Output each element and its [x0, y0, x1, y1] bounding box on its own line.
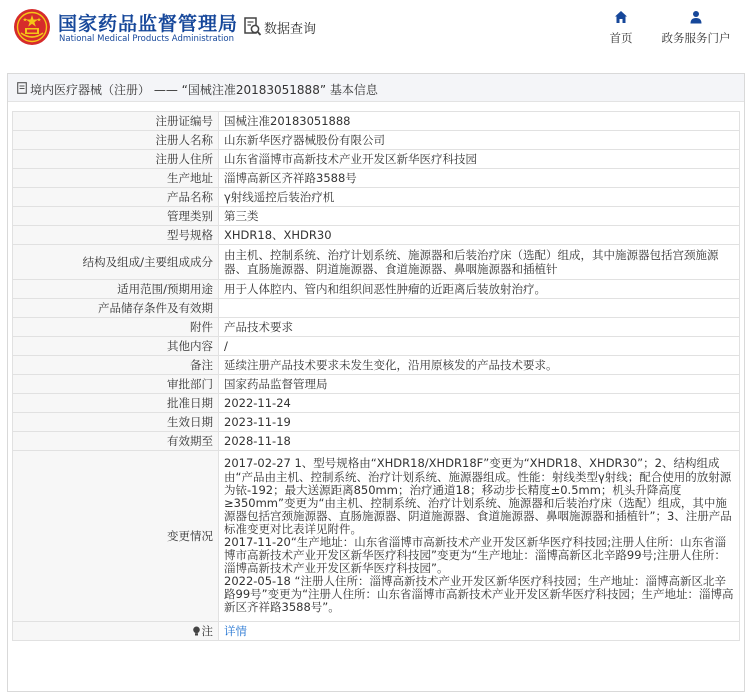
table-row: [13, 131, 740, 150]
field-label: 型号规格: [13, 226, 219, 245]
change-entry: 2017-02-27 1、型号规格由“XHDR18/XHDR18F”变更为“XHDR18、XHDR30”；2、结构组成由“产品由主机、控制系统、治疗计划系统、施源器组成。性能：射线类型γ射线；配合使用的放射源为铱-192；最大送源距离850mm；治疗通道18；移动步长精度±0.5mm；机头升降高度≥350mm”变更为“由主机、控制系统、治疗计划系统、施源器和后装治疗床（选配）组成，其中施源器包括宫颈施源器、直肠施源器、阴道施源器、食道施源器、鼻咽施源器和插植针”；3、注册产品标准变更对比表详见附件。: [224, 456, 732, 536]
panel-header: [8, 74, 744, 102]
user-icon: [689, 10, 703, 24]
magnifier-document-icon: [244, 17, 262, 37]
details-link[interactable]: 详情: [224, 624, 247, 638]
field-value-registrant-name: 山东新华医疗器械股份有限公司: [219, 131, 740, 150]
nav-gov-portal-label: 政务服务门户: [661, 31, 731, 45]
table-row: [13, 299, 740, 318]
table-row: [13, 356, 740, 375]
field-value-effective-date: 2023-11-19: [219, 413, 740, 432]
field-label: 产品储存条件及有效期: [13, 299, 219, 318]
field-value-other: /: [219, 337, 740, 356]
detail-panel: [7, 73, 745, 692]
org-name-en: National Medical Products Administration: [59, 34, 234, 44]
table-row: [13, 318, 740, 337]
field-value-remarks: 延续注册产品技术要求未发生变化，沿用原核发的产品技术要求。: [219, 356, 740, 375]
field-value-approval-dept: 国家药品监督管理局: [219, 375, 740, 394]
field-label: 备注: [13, 356, 219, 375]
table-row: [13, 413, 740, 432]
table-row: [13, 112, 740, 131]
field-value-intended-use: 用于人体腔内、管内和组织间恶性肿瘤的近距离后装放射治疗。: [219, 280, 740, 299]
bookmark-icon: [17, 82, 27, 94]
lightbulb-icon: [192, 626, 201, 636]
table-row: [13, 150, 740, 169]
home-icon: [614, 10, 628, 24]
table-row: [13, 169, 740, 188]
table-row: [13, 432, 740, 451]
field-label: 产品名称: [13, 188, 219, 207]
table-row: [13, 622, 740, 641]
field-value-registration-number: 国械注准20183051888: [219, 112, 740, 131]
field-label: 注册人名称: [13, 131, 219, 150]
table-row: [13, 280, 740, 299]
table-row: [13, 245, 740, 280]
field-value-registrant-address: 山东省淄博市高新技术产业开发区新华医疗科技园: [219, 150, 740, 169]
field-label: 变更情况: [13, 451, 219, 622]
site-header: [0, 0, 748, 62]
change-entry: 2022-05-18 “注册人住所：淄博高新技术产业开发区新华医疗科技园；生产地址：淄博高新区北辛路99号”变更为“注册人住所：山东省淄博市高新技术产业开发区新华医疗科技园；生产地址：淄博高新区齐祥路3588号”。: [224, 574, 734, 615]
note-label: 注: [201, 624, 213, 638]
field-label: 管理类别: [13, 207, 219, 226]
national-emblem-logo[interactable]: [13, 8, 51, 46]
field-label: 其他内容: [13, 337, 219, 356]
field-label: 适用范围/预期用途: [13, 280, 219, 299]
table-row: [13, 337, 740, 356]
field-label-note: [13, 622, 219, 641]
table-row: [13, 394, 740, 413]
table-row: [13, 375, 740, 394]
table-row: [13, 207, 740, 226]
field-label: 生产地址: [13, 169, 219, 188]
field-value-production-address: 淄博高新区齐祥路3588号: [219, 169, 740, 188]
field-value-expiry-date: 2028-11-18: [219, 432, 740, 451]
table-row: [13, 226, 740, 245]
nav-gov-portal[interactable]: [657, 10, 735, 46]
panel-title: 境内医疗器械（注册） —— “国械注准20183051888” 基本信息: [30, 83, 378, 97]
change-entry: 2017-11-20“生产地址：山东省淄博市高新技术产业开发区新华医疗科技园;注册人住所：山东省淄博市高新技术产业开发区新华医疗科技园”变更为“生产地址：淄博高新区北辛路99号;注册人住所：淄博高新技术产业开发区新华医疗科技园”。: [224, 535, 727, 576]
table-row: [13, 451, 740, 622]
field-label: 生效日期: [13, 413, 219, 432]
org-name-cn: 国家药品监督管理局: [58, 13, 239, 35]
data-query-label[interactable]: 数据查询: [264, 22, 317, 37]
device-info-table: [12, 111, 740, 641]
field-value-management-class: 第三类: [219, 207, 740, 226]
field-label: 审批部门: [13, 375, 219, 394]
field-value-change-history: [219, 451, 740, 622]
field-label: 批准日期: [13, 394, 219, 413]
field-value-model-spec: XHDR18、XHDR30: [219, 226, 740, 245]
nav-home[interactable]: [603, 10, 639, 46]
field-label: 有效期至: [13, 432, 219, 451]
field-label: 附件: [13, 318, 219, 337]
field-value-storage: [219, 299, 740, 318]
nav-home-label: 首页: [609, 31, 633, 45]
field-value-structure: 由主机、控制系统、治疗计划系统、施源器和后装治疗床（选配）组成，其中施源器包括宫颈施源器、直肠施源器、阴道施源器、食道施源器、鼻咽施源器和插植针: [219, 245, 740, 280]
field-value-attachment: 产品技术要求: [219, 318, 740, 337]
field-label: 注册人住所: [13, 150, 219, 169]
field-label: 结构及组成/主要组成成分: [13, 245, 219, 280]
field-value-product-name: γ射线遥控后装治疗机: [219, 188, 740, 207]
field-value-approval-date: 2022-11-24: [219, 394, 740, 413]
field-value-note: [219, 622, 740, 641]
table-row: [13, 188, 740, 207]
field-label: 注册证编号: [13, 112, 219, 131]
